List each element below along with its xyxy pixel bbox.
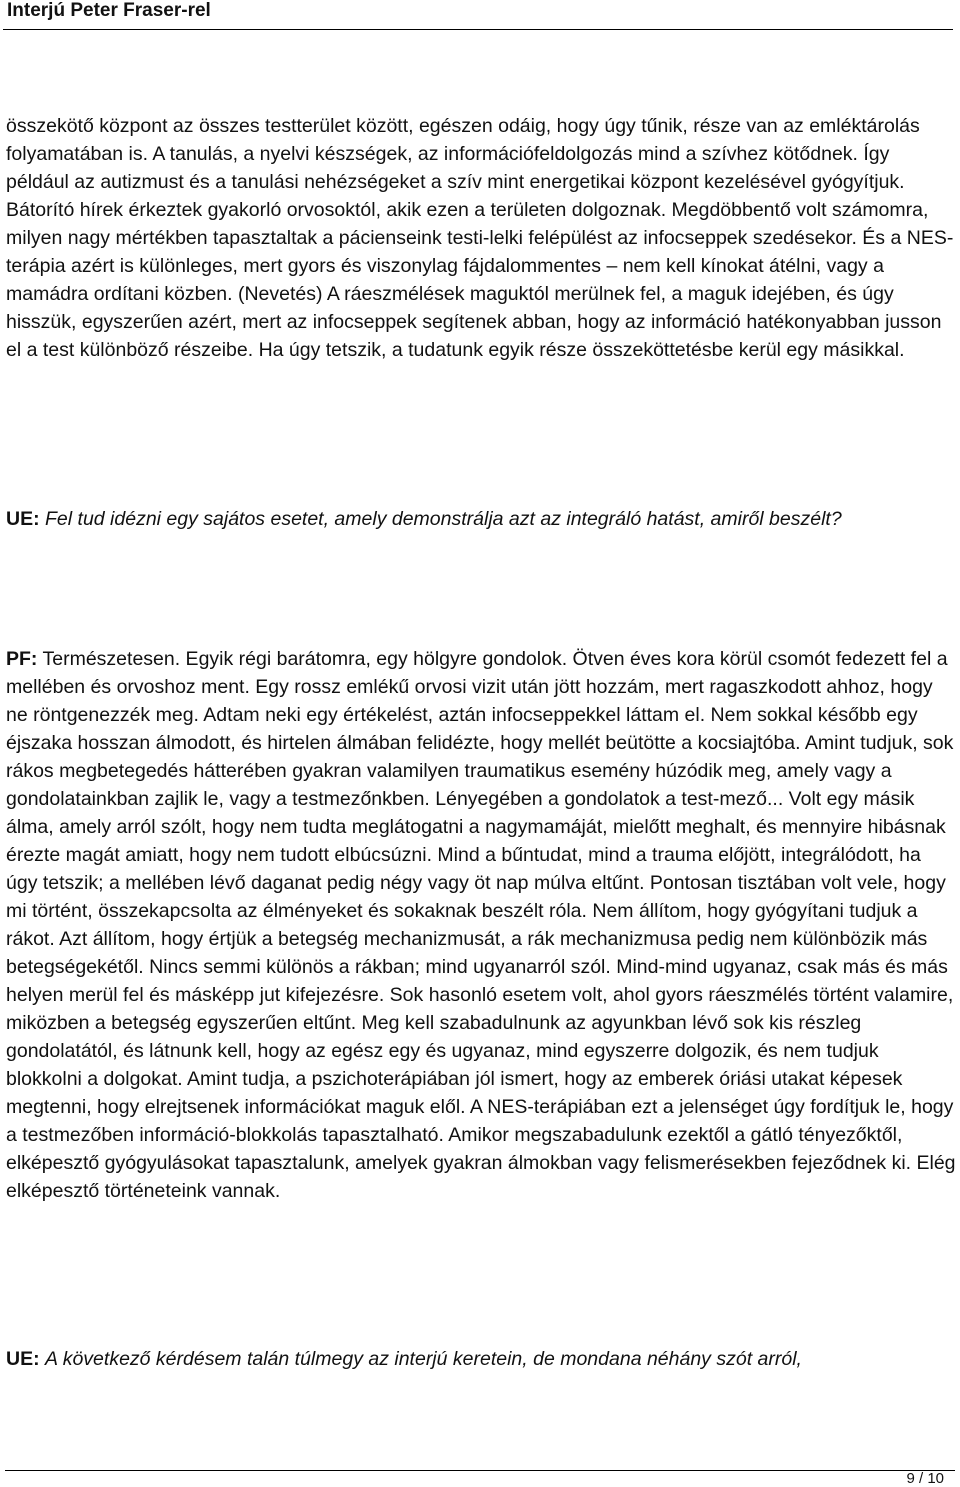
page-number: 9 / 10 [906,1470,944,1487]
header-divider [3,29,953,30]
footer-divider [5,1470,955,1471]
answer-text: Természetesen. Egyik régi barátomra, egy hölgyre gondolok. Ötven éves kora körül csomót fedezett fel a mellében és orvoshoz ment. Egy rossz emlékű orvosi vizit után jött hozzám, mert ragaszkodott ahhoz, hogy ne röntgenezzék meg. Adtam neki egy értékelést, aztán infocseppekkel láttam el. Nem sokkal később egy éjszaka hosszan álmodott, és hirtelen álmában felidézte, hogy mellét beütötte a kocsiajtóba. Amint tudjuk, sok rákos megbetegedés hátterében gyakran valamilyen traumatikus esemény húzódik meg, amely vagy a gondolatainkban zajlik le, vagy a testmezőnkben. Lényegében a gondolatok a test-mező... Volt egy másik álma, amely arról szólt, hogy nem tudta meglátogatni a nagymamáját, mielőtt meghalt, és mennyire hibásnak érezte magát amiatt, hogy nem tudott elbúcsúzni. Mind a bűntudat, mind a trauma előjött, integrálódott, ha úgy tetszik; a mellében lévő daganat pedig négy vagy öt nap múlva eltűnt. Pontosan tisztában volt vele, hogy mi történt, összekapcsolta az élményeket és sokaknak beszélt róla. Nem állítom, hogy gyógyítani tudjuk a rákot. Azt állítom, hogy értjük a betegség mechanizmusát, a rák mechanizmusa pedig nem különbözik más betegségekétől. Nincs semmi különös a rákban; mind ugyanarról szól. Mind-mind ugyanaz, csak más és más helyen merül fel és másképp jut kifejezésre. Sok hasonló esetem volt, ahol gyors ráeszmélés történt valamire, miközben a betegség egyszerűen eltűnt. Meg kell szabadulnunk az agyunkban lévő sok kis részleg gondolatától, és látnunk kell, hogy az egész egy és ugyanaz, mind egyszerre dolgozik, és nem tudjuk blokkolni a dolgokat. Amint tudja, a pszichoterápiában jól ismert, hogy az emberek óriási utakat képesek megtenni, hogy elrejtsenek információkat maguk elől. A NES-terápiában ezt a jelenséget úgy fordítjuk le, hogy a testmezőben információ-blokkolás tapasztalható. Amikor megszabadulunk ezektől a gátló tényezőktől, elképesztő gyógyulásokat tapasztalunk, amelyek gyakran álmokban vagy felismerésekben fejeződnek ki. Elég elképesztő történeteink vannak. [6,648,956,1202]
body-paragraph: összekötő központ az összes testterület között, egészen odáig, hogy úgy tűnik, része van az emléktárolás folyamatában is. A tanulás, a nyelvi készségek, az információfeldolgozás mind a szívhez kötődnek. Így például az autizmust és a tanulási nehézségeket a szív mint energetikai központ kezelésével gyógyítjuk. Bátorító hírek érkeztek gyakorló orvosoktól, akik ezen a területen dolgoznak. Megdöbbentő volt számomra, milyen nagy mértékben tapasztaltak a pácienseink testi-lelki felépülést az infocseppek szedésekor. És a NES-terápia azért is különleges, mert gyors és viszonylag fájdalommentes – nem kell kínokat átélni, vagy a mamádra ordítani közben. (Nevetés) A ráeszmélések maguktól merülnek fel, a maguk idejében, és úgy hisszük, egyszerűen azért, mert az infocseppek segítenek abban, hogy az információ hatékonyabban jusson el a test különböző részeibe. Ha úgy tetszik, a tudatunk egyik része összeköttetésbe kerül egy másikkal. [6,115,954,361]
speaker-label-ue: UE: [6,1348,40,1370]
question-text: A következő kérdésem talán túlmegy az interjú keretein, de mondana néhány szót arról, [45,1348,802,1370]
speaker-label-pf: PF: [6,648,38,670]
speaker-label-ue: UE: [6,508,40,530]
document-title: Interjú Peter Fraser-rel [7,0,211,21]
question-text: Fel tud idézni egy sajátos esetet, amely demonstrálja azt az integráló hatást, amiről beszélt? [45,508,842,530]
interviewer-question [6,1345,956,1373]
interviewee-answer [6,645,956,1205]
interviewer-question [6,505,956,533]
